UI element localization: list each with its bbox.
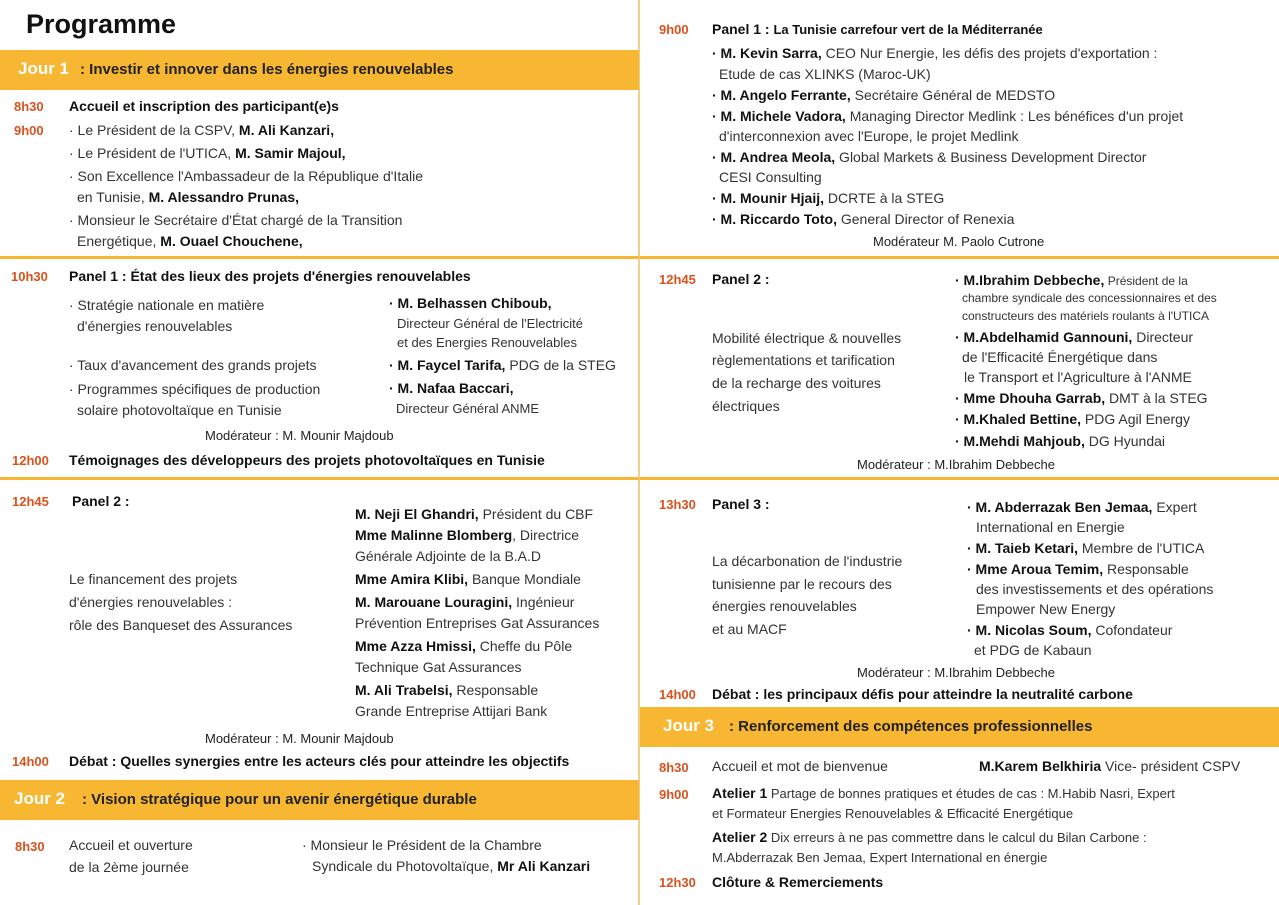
- speaker-name: M. Ali Kanzari,: [238, 122, 335, 138]
- section-separator: [640, 477, 1279, 480]
- speaker-line: [976, 581, 1213, 597]
- speaker-text: · Le Président de la CSPV,: [69, 122, 239, 138]
- speaker-name: · Mme Dhouha Garrab,: [955, 390, 1106, 406]
- topic-line: d'énergies renouvelables :: [69, 594, 233, 610]
- speaker-name: M. Samir Majoul,: [235, 145, 346, 161]
- section-separator: [0, 256, 639, 259]
- speaker-line: [712, 87, 1055, 103]
- speaker-line: [355, 615, 599, 631]
- speaker-text: en Tunisie,: [77, 189, 149, 205]
- welcome-text: Accueil et mot de bienvenue: [712, 758, 888, 774]
- topic-line: tunisienne par le recours des: [712, 576, 892, 592]
- time-label: 9h00: [659, 22, 689, 37]
- topic-line: et au MACF: [712, 621, 787, 637]
- speaker-line: [69, 168, 423, 184]
- section-separator: [0, 477, 639, 480]
- speaker-line: [719, 128, 1019, 144]
- topic-line: solaire photovoltaïque en Tunisie: [77, 402, 282, 418]
- debate-text: Débat : Quelles synergies entre les acteurs clés pour atteindre les objectifs: [69, 753, 570, 769]
- topic-line: · Stratégie nationale en matière: [69, 297, 265, 313]
- time-label: 12h45: [659, 272, 696, 287]
- speaker-role: des investissements et des opérations: [976, 581, 1214, 597]
- speaker-line: [69, 122, 334, 138]
- speaker-line: [719, 66, 931, 82]
- time-label: 10h30: [11, 269, 48, 284]
- speaker-name: Mme Malinne Blomberg: [355, 527, 513, 543]
- speaker-name: M. Ouael Chouchene,: [160, 233, 303, 249]
- speaker-line: [719, 169, 822, 185]
- speaker-text: · Monsieur le Secrétaire d'État chargé de la Transition: [69, 212, 403, 228]
- topic-line: La décarbonation de l'industrie: [712, 553, 903, 569]
- speaker-role: DCRTE à la STEG: [824, 190, 945, 206]
- speaker-name: Mr Ali Kanzari: [497, 858, 591, 874]
- speaker-role: Responsable: [1103, 561, 1189, 577]
- speaker-role: de l'Efficacité Énergétique dans: [962, 349, 1158, 365]
- speaker-role: Cheffe du Pôle: [475, 638, 573, 654]
- speaker-role: Managing Director Medlink : Les bénéfices d'un projet: [845, 108, 1184, 124]
- topic-line: · Taux d'avancement des grands projets: [69, 357, 317, 373]
- speaker-line: [355, 548, 541, 564]
- speaker-text: · Le Président de l'UTICA,: [69, 145, 236, 161]
- topic-line: Le financement des projets: [69, 571, 238, 587]
- time-label: 9h00: [14, 123, 44, 138]
- speaker-line: [974, 642, 1092, 658]
- speaker-line: [355, 638, 572, 654]
- day3-band: [640, 707, 1279, 747]
- closing-text: Clôture & Remerciements: [712, 874, 884, 890]
- speaker-role: le Transport et l'Agriculture à l'ANME: [964, 369, 1192, 385]
- speaker-line: [69, 145, 346, 161]
- panel-title: [712, 21, 1043, 37]
- time-label: 9h00: [659, 787, 689, 802]
- speaker-role: Etude de cas XLINKS (Maroc-UK): [719, 66, 931, 82]
- workshop-label: Atelier 1: [712, 785, 768, 801]
- panel-subtitle: La Tunisie carrefour vert de la Méditerranée: [773, 22, 1043, 37]
- day1-band: [0, 50, 639, 90]
- speaker-name: M. Alessandro Prunas,: [148, 189, 300, 205]
- right-column: [640, 0, 1279, 905]
- debate-text: Débat : les principaux défis pour atteindre la neutralité carbone: [712, 686, 1133, 702]
- day2-band: [0, 780, 639, 820]
- speaker-line: [962, 309, 1209, 323]
- speaker-line: [69, 212, 402, 228]
- speaker-name: · M. Belhassen Chiboub,: [389, 295, 552, 311]
- speaker-role: DG Hyundai: [1084, 433, 1166, 449]
- speaker-name: · M. Andrea Meola,: [712, 149, 836, 165]
- speaker-text: Syndicale du Photovoltaïque,: [312, 858, 498, 874]
- section-separator: [640, 256, 1279, 259]
- speaker-role: General Director of Renexia: [836, 211, 1015, 227]
- speaker-role: Global Markets & Business Development Director: [835, 149, 1147, 165]
- speaker-line: [967, 499, 1197, 515]
- speaker-line: [967, 561, 1189, 577]
- day2-label: Jour 2: [14, 789, 66, 808]
- speaker-line: [712, 211, 1014, 227]
- speaker-role: Directeur Général ANME: [396, 401, 540, 416]
- speaker-role: Technique Gat Assurances: [355, 659, 522, 675]
- speaker-name: · M. Michele Vadora,: [712, 108, 846, 124]
- speaker-line: [355, 659, 522, 675]
- speaker-line: [979, 758, 1240, 774]
- speaker-role: Membre de l'UTICA: [1077, 540, 1205, 556]
- speaker-name: M. Ali Trabelsi,: [355, 682, 453, 698]
- speaker-line: [955, 433, 1165, 449]
- topic-line: électriques: [712, 398, 780, 414]
- speaker-name: · M. Abderrazak Ben Jemaa,: [967, 499, 1153, 515]
- topic-line: · Programmes spécifiques de production: [69, 381, 321, 397]
- speaker-role: Banque Mondiale: [468, 571, 581, 587]
- topic-line: énergies renouvelables: [712, 598, 857, 614]
- time-label: 14h00: [12, 754, 49, 769]
- speaker-line: [964, 369, 1192, 385]
- speaker-role: d'interconnexion avec l'Europe, le projet Medlink: [719, 128, 1019, 144]
- moderator: Modérateur : M. Mounir Majdoub: [205, 731, 394, 746]
- speaker-text: Energétique,: [77, 233, 161, 249]
- topic-line: de la recharge des voitures: [712, 375, 881, 391]
- topic-line: règlementations et tarification: [712, 352, 895, 368]
- speaker-role: Directeur: [1132, 329, 1194, 345]
- speaker-name: · M. Faycel Tarifa,: [389, 357, 506, 373]
- speaker-name: · M. Taieb Ketari,: [967, 540, 1078, 556]
- workshop-text: Partage de bonnes pratiques et études de cas : M.Habib Nasri, Expert: [767, 786, 1175, 801]
- speaker-line: [712, 149, 1146, 165]
- speaker-line: [955, 411, 1190, 427]
- speaker-line: [967, 540, 1204, 556]
- speaker-role: PDG de la STEG: [505, 357, 616, 373]
- speaker-role: constructeurs des matériels roulants à l'UTICA: [962, 309, 1210, 323]
- speaker-line: [355, 594, 574, 610]
- speaker-role: et des Energies Renouvelables: [397, 335, 577, 350]
- speaker-role: chambre syndicale des concessionnaires et des: [962, 291, 1217, 305]
- left-column: [0, 0, 639, 905]
- time-label: 12h30: [659, 875, 696, 890]
- speaker-line: [355, 682, 538, 698]
- day1-label: Jour 1: [18, 59, 70, 78]
- speaker-role: Générale Adjointe de la B.A.D: [355, 548, 542, 564]
- speaker-line: [962, 291, 1217, 305]
- speaker-name: · Mme Aroua Temim,: [967, 561, 1104, 577]
- time-label: 13h30: [659, 497, 696, 512]
- speaker-line: [77, 189, 299, 205]
- activity-line: de la 2ème journée: [69, 859, 189, 875]
- speaker-line: [389, 357, 616, 373]
- speaker-line: [955, 390, 1208, 406]
- speaker-name: Mme Azza Hmissi,: [355, 638, 476, 654]
- topic-line: d'énergies renouvelables: [77, 318, 233, 334]
- speaker-line: [967, 622, 1172, 638]
- speaker-line: [962, 349, 1157, 365]
- speaker-name: · M. Kevin Sarra,: [712, 45, 822, 61]
- speaker-role: Vice- président CSPV: [1101, 758, 1241, 774]
- activity-line: Accueil et ouverture: [69, 837, 193, 853]
- speaker-name: M.Karem Belkhiria: [979, 758, 1102, 774]
- workshop-line: [712, 785, 1175, 801]
- speaker-line: [77, 233, 303, 249]
- panel-title: Panel 1 : État des lieux des projets d'énergies renouvelables: [69, 268, 471, 284]
- speaker-role: Président du CBF: [478, 506, 594, 522]
- panel-title: Panel 2 :: [72, 493, 130, 509]
- speaker-role: et PDG de Kabaun: [974, 642, 1092, 658]
- speaker-line: [389, 295, 552, 311]
- speaker-line: [355, 506, 593, 522]
- moderator: Modérateur : M.Ibrahim Debbeche: [857, 457, 1055, 472]
- speaker-text: · Son Excellence l'Ambassadeur de la République d'Italie: [69, 168, 423, 184]
- speaker-role: Empower New Energy: [976, 601, 1116, 617]
- speaker-name: · M. Nafaa Baccari,: [389, 380, 514, 396]
- topic-line: Mobilité électrique & nouvelles: [712, 330, 902, 346]
- speaker-line: [712, 45, 1157, 61]
- speaker-role: CESI Consulting: [719, 169, 822, 185]
- time-label: 12h45: [12, 494, 49, 509]
- speaker-name: · M. Angelo Ferrante,: [712, 87, 851, 103]
- speaker-name: Mme Amira Klibi,: [355, 571, 469, 587]
- speaker-line: [389, 380, 514, 396]
- day1-theme: : Investir et innover dans les énergies renouvelables: [80, 61, 454, 78]
- workshop-line: [712, 829, 1147, 845]
- speaker-role: International en Energie: [976, 519, 1125, 535]
- speaker-role: Cofondateur: [1091, 622, 1173, 638]
- speaker-role: Ingénieur: [512, 594, 575, 610]
- testimony-text: Témoignages des développeurs des projets photovoltaïques en Tunisie: [69, 452, 545, 468]
- activity-text: Accueil et inscription des participant(e)s: [69, 98, 339, 114]
- day2-theme: : Vision stratégique pour un avenir énergétique durable: [82, 791, 477, 808]
- day3-theme: : Renforcement des compétences professionnelles: [729, 718, 1093, 735]
- speaker-line: [396, 401, 539, 416]
- speaker-name: · M. Nicolas Soum,: [967, 622, 1092, 638]
- moderator: Modérateur M. Paolo Cutrone: [873, 234, 1045, 249]
- speaker-line: [976, 519, 1125, 535]
- speaker-role: , Directrice: [512, 527, 580, 543]
- speaker-name: · M. Riccardo Toto,: [712, 211, 837, 227]
- speaker-role: Directeur Général de l'Electricité: [397, 316, 583, 331]
- speaker-line: [355, 571, 581, 587]
- moderator: Modérateur : M. Mounir Majdoub: [205, 428, 394, 443]
- time-label: 14h00: [659, 687, 696, 702]
- speaker-line: [355, 527, 579, 543]
- time-label: 8h30: [659, 760, 689, 775]
- speaker-name: · M.Ibrahim Debbeche,: [955, 272, 1105, 288]
- speaker-line: [712, 108, 1183, 124]
- speaker-name: · M.Mehdi Mahjoub,: [955, 433, 1085, 449]
- workshop-line: et Formateur Energies Renouvelables & Efficacité Energétique: [712, 806, 1074, 821]
- speaker-role: Expert: [1152, 499, 1197, 515]
- speaker-name: M. Neji El Ghandri,: [355, 506, 479, 522]
- workshop-line: M.Abderrazak Ben Jemaa, Expert International en énergie: [712, 850, 1048, 865]
- speaker-line: [955, 329, 1193, 345]
- speaker-name: · M.Abdelhamid Gannouni,: [955, 329, 1133, 345]
- time-label: 8h30: [14, 99, 44, 114]
- speaker-line: [955, 272, 1188, 288]
- speaker-line: [397, 316, 583, 331]
- speaker-name: · M. Mounir Hjaij,: [712, 190, 824, 206]
- speaker-line: [976, 601, 1115, 617]
- speaker-role: Président de la: [1104, 274, 1188, 288]
- panel-title: Panel 2 :: [712, 271, 770, 287]
- speaker-line: · Monsieur le Président de la Chambre: [302, 837, 542, 853]
- day3-label: Jour 3: [663, 716, 715, 735]
- page-title: Programme: [26, 9, 177, 39]
- speaker-name: · M.Khaled Bettine,: [955, 411, 1082, 427]
- panel-title: Panel 3 :: [712, 496, 770, 512]
- speaker-role: PDG Agil Energy: [1081, 411, 1190, 427]
- speaker-line: [712, 190, 944, 206]
- speaker-line: [397, 335, 577, 350]
- workshop-label: Atelier 2: [712, 829, 768, 845]
- workshop-text: Dix erreurs à ne pas commettre dans le calcul du Bilan Carbone :: [767, 830, 1147, 845]
- speaker-role: Prévention Entreprises Gat Assurances: [355, 615, 600, 631]
- speaker-role: Grande Entreprise Attijari Bank: [355, 703, 548, 719]
- speaker-name: M. Marouane Louragini,: [355, 594, 513, 610]
- speaker-line: [312, 858, 590, 874]
- speaker-role: Responsable: [452, 682, 539, 698]
- moderator: Modérateur : M.Ibrahim Debbeche: [857, 665, 1055, 680]
- panel-label: Panel 1 :: [712, 21, 770, 37]
- speaker-role: Secrétaire Général de MEDSTO: [850, 87, 1056, 103]
- speaker-line: [355, 703, 547, 719]
- time-label: 8h30: [15, 839, 45, 854]
- time-label: 12h00: [12, 453, 49, 468]
- speaker-role: DMT à la STEG: [1105, 390, 1208, 406]
- speaker-role: CEO Nur Energie, les défis des projets d'exportation :: [821, 45, 1158, 61]
- topic-line: rôle des Banqueset des Assurances: [69, 617, 293, 633]
